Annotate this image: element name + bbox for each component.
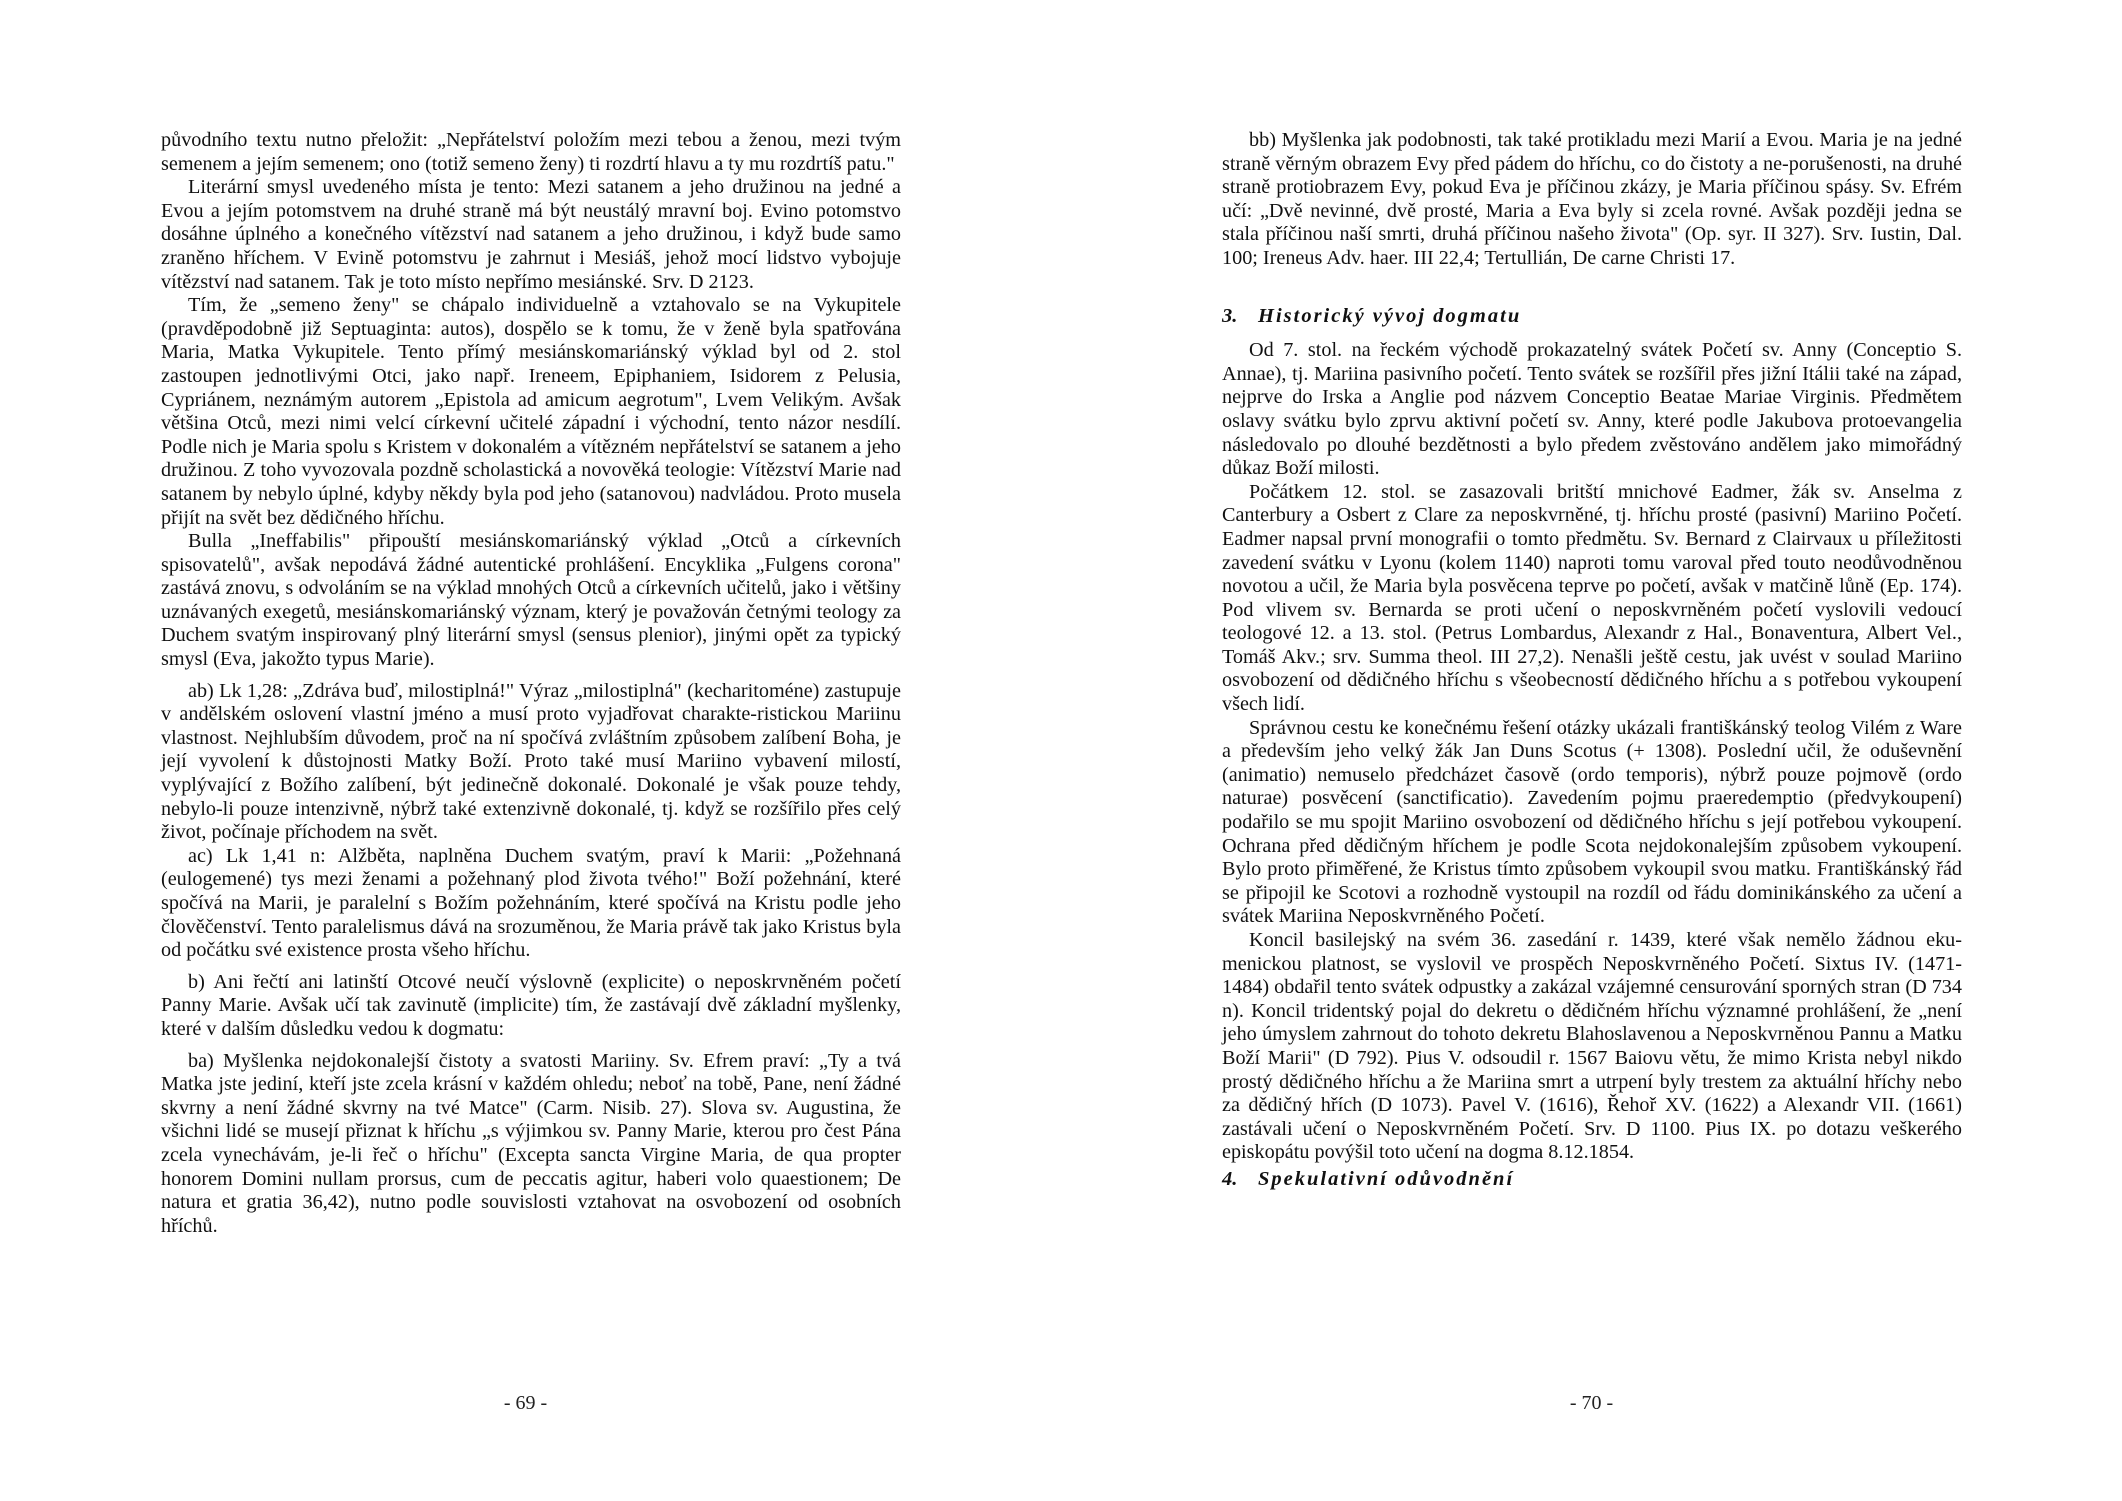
page-number-right: - 70 - [1569,1392,1614,1414]
paragraph-ab-lk-1-28: ab) Lk 1,28: „Zdráva buď, milostiplná!" Výraz „milostiplná" (kecharitoméne) zastupuje v andělském oslovení vlastní jméno a musí proto vyjadřovat charakte-ristickou Mariinu vlastnost. Nejhlubším důvodem, proč na ní spočívá zvláštním způsobem zalíbení Boha, je její vyvolení k důstojnosti Matky Boží. Proto také musí Mariino vybavení milostí, vyplývající z Božího zalíbení, být jedinečně dokonalé. Dokonalé je však pouze tehdy, nebylo-li pouze intenzivně, nýbrž také extenzivně dokonalé, tj. když se rozšířilo přes celý život, počínaje příchodem na svět. [161,679,901,844]
paragraph-literal-sense: Literární smysl uvedeného místa je tento: Mezi satanem a jeho družinou na jedné a Evou a jejím potomstvem na druhé straně má být neustálý mravní boj. Evino potomstvo dosáhne úplného a konečného vítězství nad satanem a jeho družinou, i když bude samo zraněno hříchem. V Evině potomstvu je zahrnut i Mesiáš, jehož mocí lidstvo vybojuje vítězství nad satanem. Tak je toto místo nepřímo mesiánské. Srv. D 2123. [161,176,901,293]
right-page [1061,0,2122,1501]
paragraph-7th-century-feast: Od 7. stol. na řeckém východě prokazatelný svátek Početí sv. Anny (Conceptio S. Annae), tj. Mariina pasivního početí. Tento svátek se rozšířil přes jižní Itálii také na západ, nejprve do Irska a Anglie pod názvem Conceptio Beatae Mariae Virginis. Předmětem oslavy svátku bylo zprvu aktivní početí sv. Anny, které podle Jakubova protoevangelia následovalo po dlouhé bezdětnosti a bylo předem zvěstováno andělem jako mimořádný důkaz Boží milosti. [1222,339,1962,480]
paragraph-b-fathers: b) Ani řečtí ani latinští Otcové neučí výslovně (explicite) o neposkrvněném početí Panny Marie. Avšak učí tak zavinutě (implicite) tím, že zastávají dvě základní myšlenky, které v dalším důsledku vedou k dogmatu: [161,970,901,1040]
paragraph-12th-century: Počátkem 12. stol. se zasazovali britští mnichové Eadmer, žák sv. Anselma z Canterbury a Osbert z Clare za neposkvrněné, tj. hříchu prosté (pasivní) Mariino Početí. Eadmer napsal první monografii o tomto předmětu. Sv. Bernard z Clairvaux u příležitosti zavedení svátku v Lyonu (kolem 1140) naproti tomu varoval před touto neodůvodněnou novotou a učil, že Maria byla posvěcena teprve po početí, avšak v matčině lůně (Ep. 174). Pod vlivem sv. Bernarda se proti učení o neposkvrněném početí vyslovili vedoucí teologové 12. a 13. stol. (Petrus Lombardus, Alexandr z Hal., Bonaventura, Albert Vel., Tomáš Akv.; srv. Summa theol. III 27,2). Nenašli ještě cestu, jak uvést v soulad Mariino osvobození od dědičného hříchu s všeobecností dědičného hříchu a s potřebou vykoupení všech lidí. [1222,480,1962,716]
paragraph-translation-continued: původního textu nutno přeložit: „Nepřátelství položím mezi tebou a ženou, mezi tvým semenem a jejím semenem; ono (totiž semeno ženy) ti rozdrtí hlavu a ty mu rozdrtíš patu." [161,129,901,175]
paragraph-seed-of-woman: Tím, že „semeno ženy" se chápalo individuelně a vztahovalo se na Vykupitele (pravděpodobně již Septuaginta: autos), dospělo se k tomu, že v ženě byla spatřována Maria, Matka Vykupitele. Tento přímý mesiánskomariánský výklad byl od 2. stol zastoupen jednotlivými Otci, jako např. Ireneem, Epiphaniem, Isidorem z Pelusia, Cypriánem, neznámým autorem „Epistola ad amicum aegrotum", Lvem Velikým. Avšak většina Otců, mezi nimi velcí církevní učitelé západní i východní, tento názor nesdílí. Podle nich je Maria spolu s Kristem v dokonalém a vítězném nepřátelství se satanem a jeho družinou. Z toho vyvozovala pozdně scholastická a novověká teologie: Vítězství Marie nad satanem by nebylo úplné, kdyby někdy byla pod jeho (satanovou) nadvládou. Proto musela přijít na svět bez dědičného hříchu. [161,294,901,529]
paragraph-bb-mary-eve: bb) Myšlenka jak podobnosti, tak také protikladu mezi Marií a Evou. Maria je na jedné straně věrným obrazem Evy před pádem do hříchu, co do čistoty a ne-porušenosti, na druhé straně protiobrazem Evy, pokud Eva je příčinou zkázy, je Maria příčinou spásy. Sv. Efrém učí: „Dvě nevinné, dvě prosté, Maria a Eva byly si zcela rovné. Avšak později jedna se stala příčinou naší smrti, druhá příčinou našeho života" (Op. syr. II 327). Srv. Iustin, Dal. 100; Ireneus Adv. haer. III 22,4; Tertullián, De carne Christi 17. [1222,129,1962,269]
section-title-3: Historický vývoj dogmatu [1258,304,1522,327]
left-page-text-column [161,129,901,1238]
paragraph-duns-scotus: Správnou cestu ke konečnému řešení otázky ukázali františkánský teolog Vilém z Ware a především jeho velký žák Jan Duns Scotus (+ 1308). Poslední učil, že oduševnění (animatio) nemuselo předcházet časově (ordo temporis), nýbrž pouze pojmově (ordo naturae) posvěcení (sanctificatio). Zavedením pojmu praeredemptio (předvykoupení) podařilo se mu spojit Mariino osvobození od dědičného hříchu s její potřebou vykoupení. Ochrana před dědičným hříchem je podle Scota nejdokonalejším způsobem vykoupení. Bylo proto přiměřené, že Kristus tímto způsobem vykoupil svou matku. Františkánský řád se připojil ke Scotovi a rozhodně vystoupil na rozdíl od řádu dominikánského za učení a svátek Mariina Neposkvrněného Početí. [1222,716,1962,928]
section-title-4: Spekulativní odůvodnění [1258,1167,1515,1190]
section-number-3: 3. [1222,304,1238,327]
paragraph-bulla-ineffabilis: Bulla „Ineffabilis" připouští mesiánskomariánský výklad „Otců a církevních spisovatelů", avšak nepodává žádné autentické prohlášení. Encyklika „Fulgens corona" zastává znovu, s odvoláním se na výklad mnohých Otců a církevních učitelů, jako i většiny uznávaných exegetů, mesiánskomariánský význam, který je považován četnými teology za Duchem svatým inspirovaný plný literární smysl (sensus plenior), jinými opět za typický smysl (Eva, jakožto typus Marie). [161,530,901,671]
paragraph-ba-purity: ba) Myšlenka nejdokonalejší čistoty a svatosti Mariiny. Sv. Efrem praví: „Ty a tvá Matka jste jediní, kteří jste zcela krásní v každém ohledu; neboť na tobě, Pane, není žádné skvrny a není žádné skvrny na tvé Matce" (Carm. Nisib. 27). Slova sv. Augustina, že všichni lidé se musejí přiznat k hříchu „s výjimkou sv. Panny Marie, kterou pro čest Pána zcela vynechávám, je-li řeč o hříchu" (Excepta sancta Virgine Maria, de qua propter honorem Domini nullam prorsus, cum de peccatis agitur, haberi volo quaestionem; De natura et gratia 36,42), nutno podle souvislosti vztahovat na osvobození od osobních hříchů. [161,1049,901,1237]
section-heading-4 [1222,1168,1962,1192]
section-heading-3 [1222,305,1962,329]
paragraph-councils-popes: Koncil basilejský na svém 36. zasedání r. 1439, které však nemělo žádnou eku-menickou platnost, se vyslovil ve prospěch Neposkvrněného Početí. Sixtus IV. (1471-1484) obdařil tento svátek odpustky a zakázal vzájemné censurování sporných stran (D 734 n). Koncil tridentský pojal do dekretu o dědičném hříchu významné prohlášení, že „není jeho úmyslem zahrnout do tohoto dekretu Blahoslavenou a Neposkvrněnou Pannu a Matku Boží Marii" (D 792). Pius V. odsoudil r. 1567 Baiovu větu, že mimo Krista nebyl nikdo prostý dědičného hříchu a že Mariina smrt a utrpení byly trestem za aktuální hříchy nebo za dědičný hřích (D 1073). Pavel V. (1616), Řehoř XV. (1622) a Alexandr VII. (1661) zastávali učení o Neposkvrněném Početí. Srv. D 1100. Pius IX. po dotazu veškerého episkopátu povýšil toto učení na dogma 8.12.1854. [1222,929,1962,1164]
paragraph-ac-lk-1-41: ac) Lk 1,41 n: Alžběta, naplněna Duchem svatým, praví k Marii: „Požehnaná (eulogemené) tys mezi ženami a požehnaný plod života tvého!" Boží požehnání, které spočívá na Marii, je paralelní s Božím požehnáním, které spočívá na Kristu podle jeho člověčenství. Tento paralelismus dává na srozuměnou, že Maria právě tak jako Kristus byla od počátku své existence prosta všeho hříchu. [161,844,901,962]
page-number-left: - 69 - [503,1392,548,1414]
right-page-text-column [1222,129,1962,1192]
section-number-4: 4. [1222,1167,1238,1190]
